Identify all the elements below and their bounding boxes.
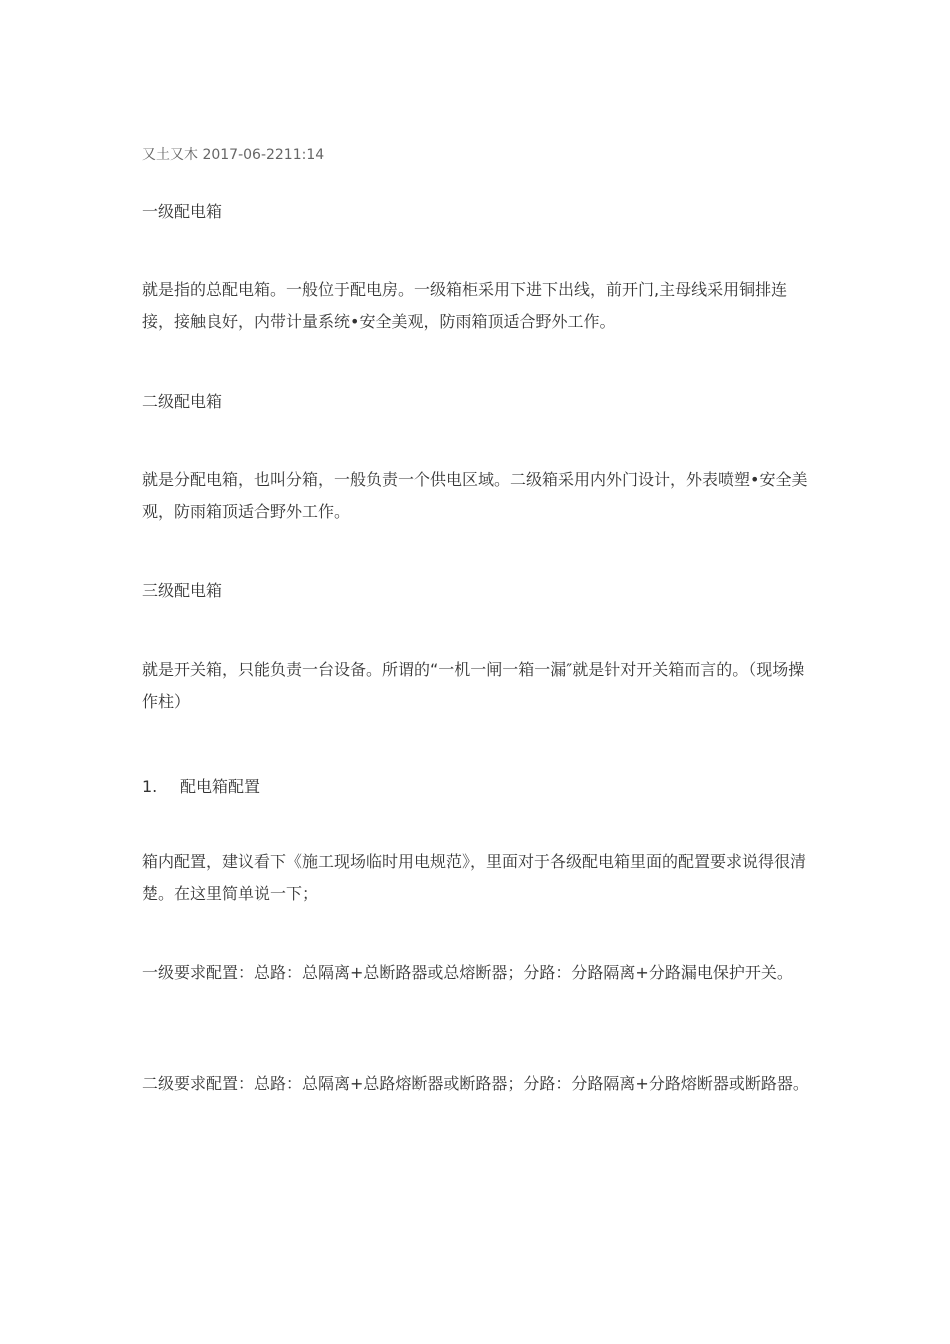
section-heading-level3: 三级配电箱 <box>142 581 223 600</box>
author-date: 又土又木 2017-06-2211:14 <box>142 147 325 163</box>
section-body-level3: 就是开关箱，只能负责一台设备。所谓的“一机一闸一箱一漏″就是针对开关箱而言的。（现场操作柱） <box>142 660 805 711</box>
section-heading-level1: 一级配电箱 <box>142 202 223 221</box>
config-number: 1. <box>142 777 158 796</box>
config-title: 配电箱配置 <box>180 777 261 796</box>
section-body-level2: 就是分配电箱，也叫分箱，一般负责一个供电区域。二级箱采用内外门设计，外表喷塑•安全美观，防雨箱顶适合野外工作。 <box>142 470 808 521</box>
section-heading-level2: 二级配电箱 <box>142 392 223 411</box>
config-intro: 箱内配置，建议看下《施工现场临时用电规范》，里面对于各级配电箱里面的配置要求说得很清楚。在这里简单说一下； <box>142 852 807 903</box>
config-level2: 二级要求配置：总路：总隔离+总路熔断器或断路器；分路：分路隔离+分路熔断器或断路器。 <box>142 1074 809 1093</box>
section-body-level1: 就是指的总配电箱。一般位于配电房。一级箱柜采用下进下出线，前开门,主母线采用铜排连接，接触良好，内带计量系统•安全美观，防雨箱顶适合野外工作。 <box>142 280 788 331</box>
config-level1: 一级要求配置：总路：总隔离+总断路器或总熔断器；分路：分路隔离+分路漏电保护开关。 <box>142 963 793 982</box>
config-heading <box>142 771 812 803</box>
